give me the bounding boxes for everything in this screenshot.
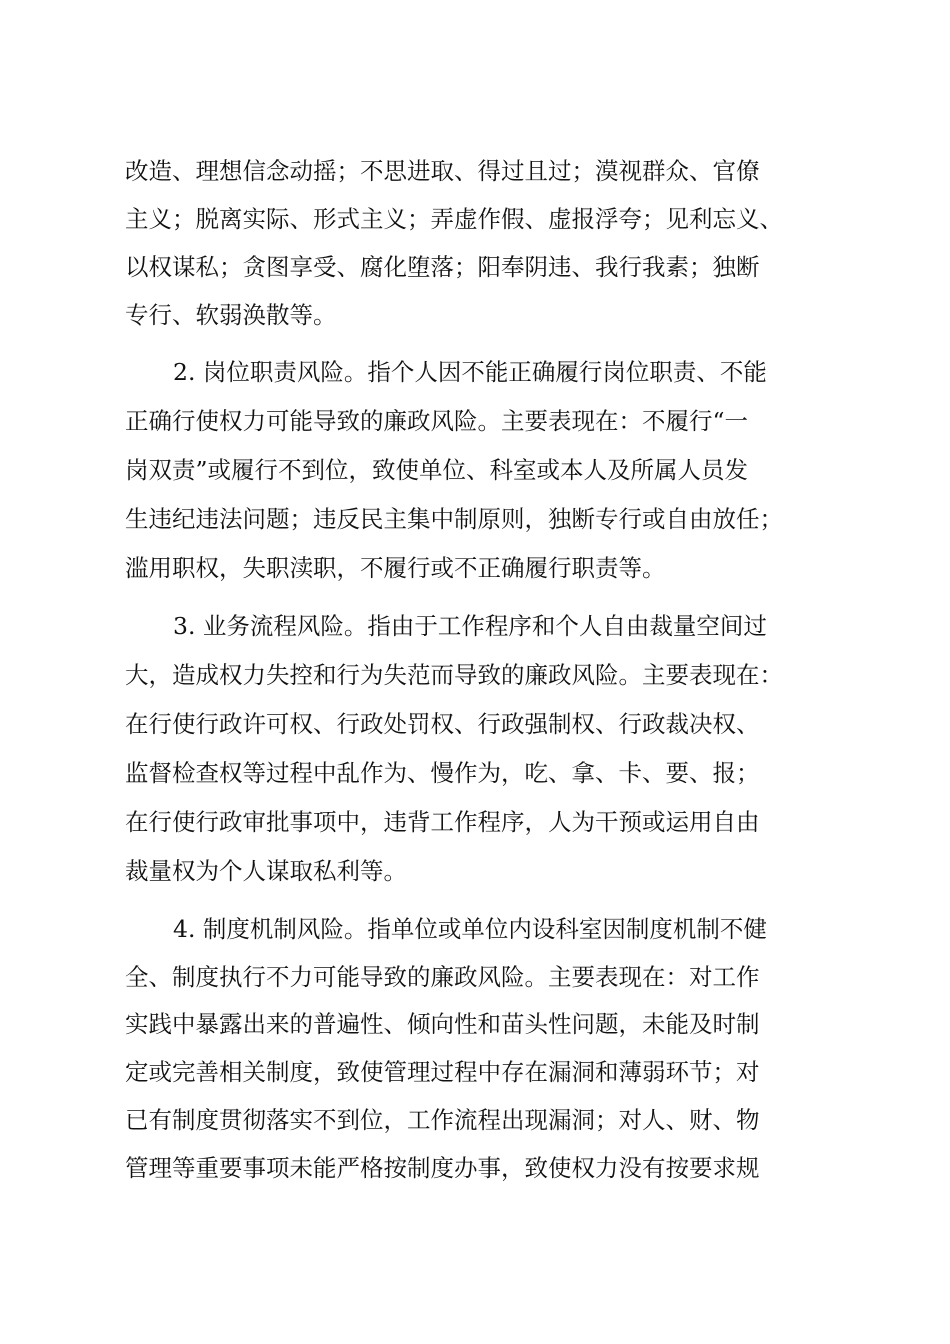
text-line: 管理等重要事项未能严格按制度办事，致使权力没有按要求规	[125, 1154, 760, 1182]
text-line: 已有制度贯彻落实不到位，工作流程出现漏洞；对人、财、物	[125, 1106, 760, 1134]
text-line: 监督检查权等过程中乱作为、慢作为，吃、拿、卡、要、报；	[125, 759, 760, 787]
text-line: 正确行使权力可能导致的廉政风险。主要表现在：不履行“一	[125, 407, 749, 435]
text-line: 以权谋私；贪图享受、腐化堕落；阳奉阴违、我行我素；独断	[125, 253, 760, 281]
text-line: 生违纪违法问题；违反民主集中制原则，独断专行或自由放任；	[125, 505, 783, 533]
text-line: 专行、软弱涣散等。	[125, 301, 337, 329]
paragraph-heading-line: 3. 业务流程风险。指由于工作程序和个人自由裁量空间过	[173, 612, 767, 640]
text-line: 在行使行政审批事项中，违背工作程序，人为干预或运用自由	[125, 808, 760, 836]
text-line: 大，造成权力失控和行为失范而导致的廉政风险。主要表现在：	[125, 661, 783, 689]
paragraph-heading-line: 2. 岗位职责风险。指个人因不能正确履行岗位职责、不能	[173, 358, 767, 386]
text-line: 岗双责”或履行不到位，致使单位、科室或本人及所属人员发	[125, 456, 749, 484]
text-line: 裁量权为个人谋取私利等。	[125, 857, 407, 885]
text-line: 实践中暴露出来的普遍性、倾向性和苗头性问题，未能及时制	[125, 1010, 760, 1038]
text-line: 在行使行政许可权、行政处罚权、行政强制权、行政裁决权、	[125, 710, 760, 738]
text-line: 定或完善相关制度，致使管理过程中存在漏洞和薄弱环节；对	[125, 1058, 760, 1086]
text-line: 全、制度执行不力可能导致的廉政风险。主要表现在：对工作	[125, 963, 760, 991]
text-line: 改造、理想信念动摇；不思进取、得过且过；漠视群众、官僚	[125, 157, 760, 185]
text-line: 主义；脱离实际、形式主义；弄虚作假、虚报浮夸；见利忘义、	[125, 205, 783, 233]
paragraph-heading-line: 4. 制度机制风险。指单位或单位内设科室因制度机制不健	[173, 915, 767, 943]
text-line: 滥用职权，失职渎职，不履行或不正确履行职责等。	[125, 554, 666, 582]
